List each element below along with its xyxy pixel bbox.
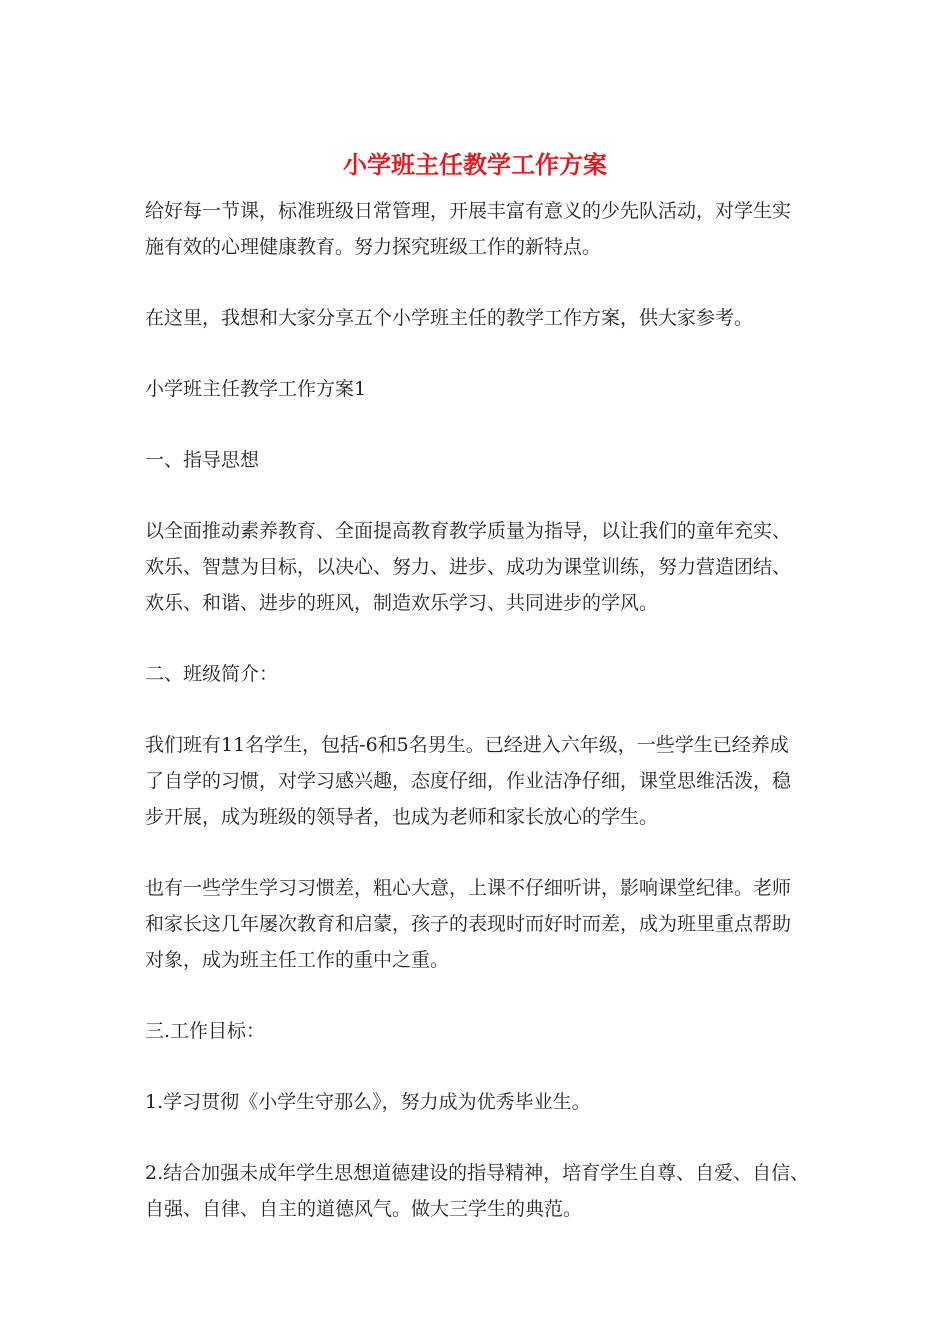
paragraph-class-intro: 我们班有11名学生，包括-6和5名男生。已经进入六年级，一些学生已经养成 了自学的习惯，对学习感兴趣，态度仔细，作业洁净仔细，课堂思维活泼，稳 步开展，成为班级的领导者，也成为老师和家长放心的学生。 bbox=[145, 734, 792, 828]
plan-heading: 小学班主任教学工作方案1 bbox=[145, 378, 367, 400]
document-body bbox=[145, 193, 825, 1227]
paragraph-intro: 给好每一节课，标准班级日常管理，开展丰富有意义的少先队活动，对学生实 施有效的心理健康教育。努力探究班级工作的新特点。 bbox=[145, 200, 792, 258]
section-heading-class-intro: 二、班级简介： bbox=[145, 663, 279, 685]
section-heading-work-goals: 三.工作目标： bbox=[145, 1020, 266, 1042]
page-title: 小学班主任教学工作方案 bbox=[343, 150, 607, 179]
goal-item-2: 2.结合加强未成年学生思想道德建设的指导精神，培育学生自尊、自爱、自信、 自强、自律、自主的道德风气。做大三学生的典范。 bbox=[145, 1162, 810, 1220]
paragraph-weak-students: 也有一些学生学习习惯差，粗心大意，上课不仔细听讲，影响课堂纪律。老师 和家长这几年屡次教育和启蒙，孩子的表现时而好时而差，成为班里重点帮助 对象，成为班主任工作的重中之重。 bbox=[145, 877, 792, 971]
paragraph-share: 在这里，我想和大家分享五个小学班主任的教学工作方案，供大家参考。 bbox=[145, 307, 754, 329]
paragraph-guiding-thought: 以全面推动素养教育、全面提高教育教学质量为指导，以让我们的童年充实、 欢乐、智慧为目标，以决心、努力、进步、成功为课堂训练，努力营造团结、 欢乐、和谐、进步的班风，制造欢乐学习、共同进步的学风。 bbox=[145, 520, 792, 614]
goal-item-1: 1.学习贯彻《小学生守那么》，努力成为优秀毕业生。 bbox=[145, 1091, 591, 1113]
section-heading-guiding-thought: 一、指导思想 bbox=[145, 449, 260, 471]
